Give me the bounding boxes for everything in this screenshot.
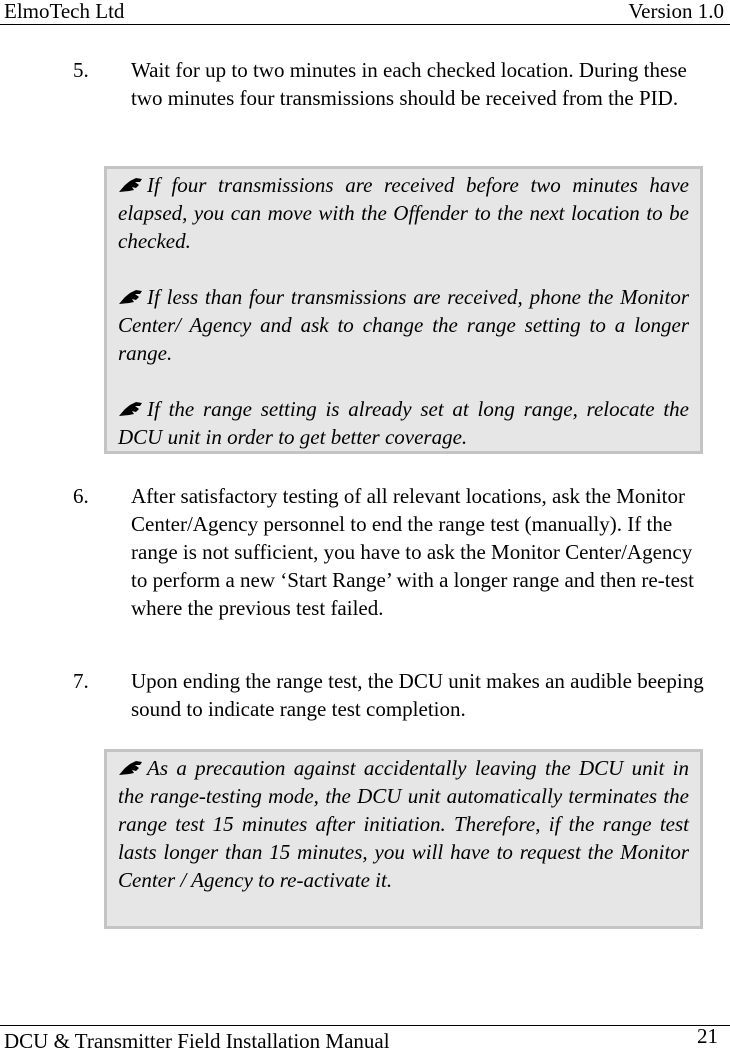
manual-title: DCU & Transmitter Field Installation Manual: [4, 1029, 390, 1053]
note-box-range-check: [104, 166, 703, 454]
company-name: ElmoTech Ltd: [4, 0, 125, 23]
pointing-hand-icon: [118, 400, 144, 418]
page-footer: [0, 1025, 730, 1051]
note-paragraph: As a precaution against accidentally leaving the DCU unit in the range-testing mode, the DCU unit automatically terminates the range test 15 minutes after initiation. Therefore, if the range test lasts longer than 15 minutes, you will have to request the Monitor Center / Agency to re-activate it.: [118, 756, 689, 892]
note-paragraph: If less than four transmissions are received, phone the Monitor Center/ Agency and ask to change the range setting to a longer range.: [118, 285, 689, 365]
step-number: 7.: [73, 669, 89, 693]
page-header: [0, 0, 730, 25]
step-text: Upon ending the range test, the DCU unit makes an audible beeping sound to indicate range test completion.: [131, 669, 704, 721]
note-paragraph: If the range setting is already set at long range, relocate the DCU unit in order to get better coverage.: [118, 397, 689, 449]
step-text: After satisfactory testing of all relevant locations, ask the Monitor Center/Agency personnel to end the range test (manually). If the range is not sufficient, you have to ask the Monitor Center/Agency to perform a new ‘Start Range’ with a longer range and then re-test where the previous test failed.: [131, 484, 694, 620]
step-text: Wait for up to two minutes in each checked location. During these two minutes four transmissions should be received from the PID.: [131, 58, 687, 110]
pointing-hand-icon: [118, 176, 144, 194]
version-label: Version 1.0: [628, 0, 724, 23]
note-box-auto-terminate: [104, 749, 703, 929]
page-number: 21: [697, 1024, 718, 1048]
step-number: 6.: [73, 484, 89, 508]
step-number: 5.: [73, 58, 89, 82]
pointing-hand-icon: [118, 288, 144, 306]
note-paragraph: If four transmissions are received before two minutes have elapsed, you can move with the Offender to the next location to be checked.: [118, 173, 689, 253]
pointing-hand-icon: [118, 759, 144, 777]
